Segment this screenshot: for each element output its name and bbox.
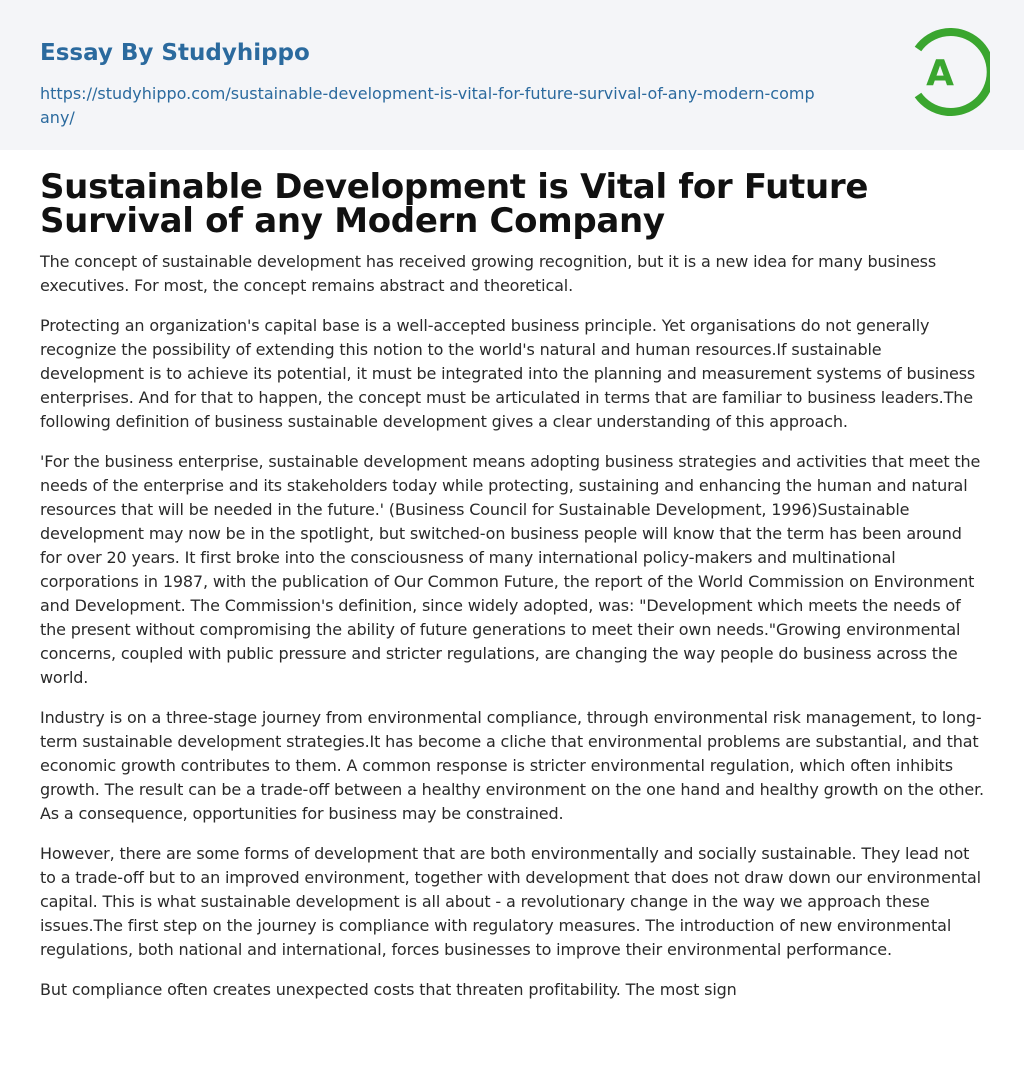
article: [40, 167, 984, 1018]
logo-icon: [910, 28, 990, 116]
header: [0, 0, 1024, 150]
paragraph: But compliance often creates unexpected costs that threaten profitability. The most sign: [40, 980, 737, 999]
page-title: Sustainable Development is Vital for Future Survival of any Modern Company: [40, 167, 869, 241]
logo-letter: A: [926, 53, 954, 94]
paragraph: Industry is on a three-stage journey from environmental compliance, through environmental risk management, to long-term sustainable development strategies.It has become a cliche that environmental problems are substantial, and that economic growth contributes to them. A common response is stricter environmental regulation, which often inhibits growth. The result can be a trade-off between a healthy environment on the one hand and healthy growth on the other. As a consequence, opportunities for business may be constrained.: [40, 708, 984, 823]
source-url-link[interactable]: https://studyhippo.com/sustainable-development-is-vital-for-future-survival-of-any-modern-company/: [40, 84, 815, 127]
paragraph: The concept of sustainable development has received growing recognition, but it is a new idea for many business executives. For most, the concept remains abstract and theoretical.: [40, 252, 937, 295]
studyhippo-logo[interactable]: [910, 28, 990, 116]
paragraph: 'For the business enterprise, sustainable development means adopting business strategies and activities that meet the needs of the enterprise and its stakeholders today while protecting, sustaining and enhancing the human and natural resources that will be needed in the future.' (Business Council for Sustainable Development, 1996)Sustainable development may now be in the spotlight, but switched-on business people will know that the term has been around for over 20 years. It first broke into the consciousness of many international policy-makers and multinational corporations in 1987, with the publication of Our Common Future, the report of the World Commission on Environment and Development. The Commission's definition, since widely adopted, was: "Development which meets the needs of the present without compromising the ability of future generations to meet their own needs."Growing environmental concerns, coupled with public pressure and stricter regulations, are changing the way people do business across the world.: [40, 452, 981, 687]
brand-title: Essay By Studyhippo: [40, 40, 310, 66]
paragraph: Protecting an organization's capital base is a well-accepted business principle. Yet organisations do not generally recognize the possibility of extending this notion to the world's natural and human resources.If sustainable development is to achieve its potential, it must be integrated into the planning and measurement systems of business enterprises. And for that to happen, the concept must be articulated in terms that are familiar to business leaders.The following definition of business sustainable development gives a clear understanding of this approach.: [40, 316, 976, 431]
paragraph: However, there are some forms of development that are both environmentally and socially sustainable. They lead not to a trade-off but to an improved environment, together with development that does not draw down our environmental capital. This is what sustainable development is all about - a revolutionary change in the way we approach these issues.The first step on the journey is compliance with regulatory measures. The introduction of new environmental regulations, both national and international, forces businesses to improve their environmental performance.: [40, 844, 981, 959]
